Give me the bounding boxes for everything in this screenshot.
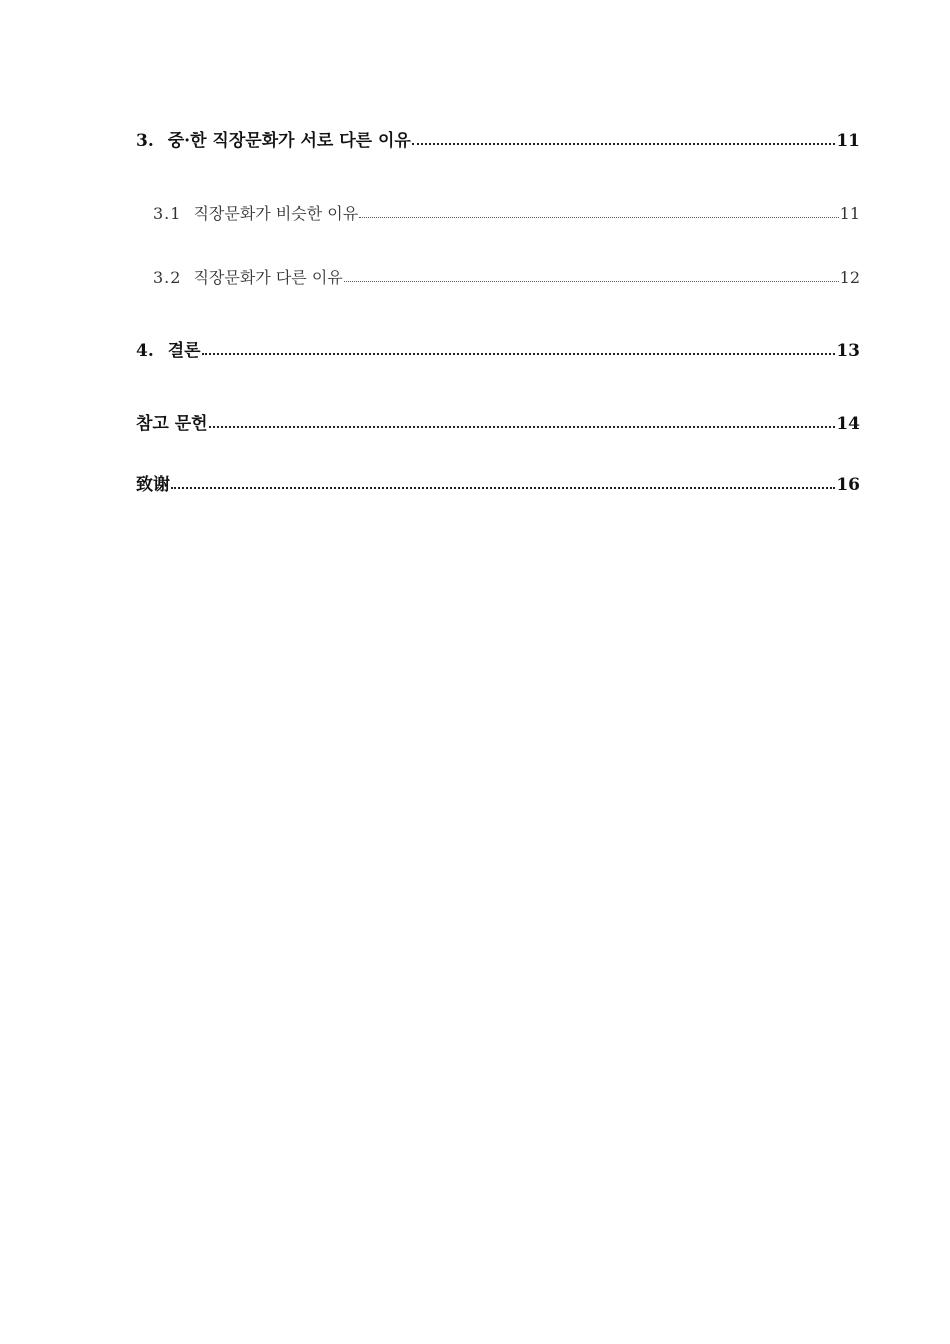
- toc-entry-page-number: 13: [836, 341, 860, 361]
- toc-entry-title: 결론: [167, 341, 201, 361]
- toc-dot-leader: [202, 342, 836, 356]
- toc-entry-title: 직장문화가 비슷한 이유: [193, 204, 359, 223]
- toc-entry-title: 직장문화가 다른 이유: [193, 268, 343, 287]
- toc-entry-page-number: 14: [836, 414, 860, 434]
- toc-entry-title: 중·한 직장문화가 서로 다른 이유: [167, 131, 411, 151]
- toc-dot-leader: [171, 476, 835, 490]
- toc-entry-title: 참고 문헌: [136, 414, 208, 434]
- toc-entry-title: 致谢: [136, 475, 170, 495]
- toc-entry-section-3[interactable]: [136, 130, 860, 152]
- toc-entry-section-3-1[interactable]: [153, 203, 860, 225]
- toc-entry-page-number: 11: [839, 204, 860, 223]
- toc-dot-leader: [344, 269, 839, 283]
- toc-dot-leader: [209, 415, 836, 429]
- toc-entry-number: 3.1: [153, 204, 182, 223]
- toc-entry-section-3-2[interactable]: [153, 267, 860, 289]
- toc-dot-leader: [412, 132, 836, 146]
- toc-entry-acknowledgements[interactable]: [136, 474, 860, 496]
- toc-entry-page-number: 16: [836, 475, 860, 495]
- toc-entry-page-number: 11: [836, 131, 860, 151]
- toc-entry-number: 3.: [136, 131, 154, 151]
- toc-entry-number: 4.: [136, 341, 154, 361]
- toc-dot-leader: [359, 205, 838, 219]
- toc-entry-number: 3.2: [153, 268, 182, 287]
- toc-entry-section-4[interactable]: [136, 340, 860, 362]
- toc-entry-page-number: 12: [839, 268, 860, 287]
- toc-entry-references[interactable]: [136, 413, 860, 435]
